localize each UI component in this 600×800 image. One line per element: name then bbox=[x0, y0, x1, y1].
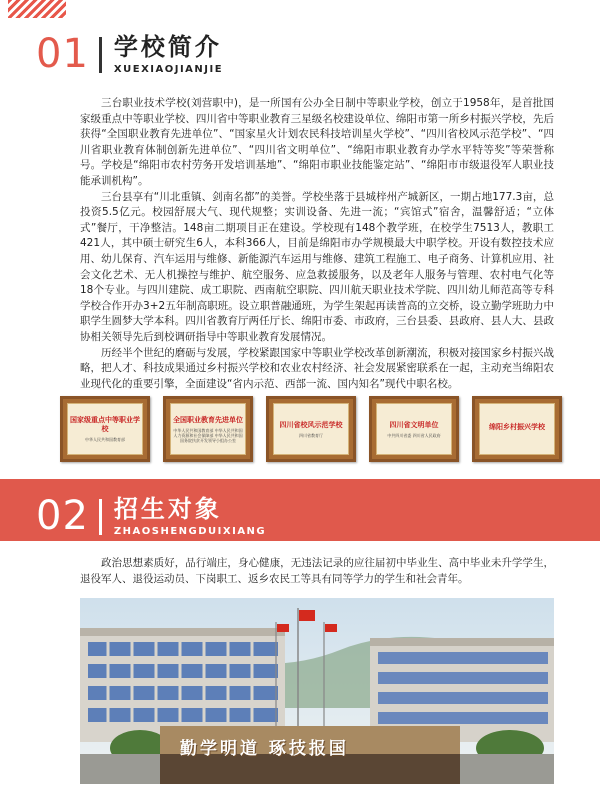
intro-text bbox=[80, 96, 554, 392]
certificate-title: 国家级重点中等职业学校 bbox=[70, 416, 140, 433]
intro-paragraph: 三台职业技术学校(刘营职中)，是一所国有公办全日制中等职业学校，创立于1958年，是首批国家级重点中等职业学校、四川省中等职业教育三星级名校建设单位、绵阳市第一所乡村振兴学校，先后获得“全国职业教育先进单位”、“国家星火计划农民科技培训星火学校”、“四川省校风示范学校”、“四川省职业教育体制创新先进单位”、“四川省文明单位”、“绵阳市职业教育办学水平特等奖”等荣誉称号。学校是“绵阳市农村劳务开发培训基地”、“绵阳市职业技能鉴定站”、“绵阳市市级退役军人职业技能承训机构”。 bbox=[80, 97, 554, 187]
section-header-enrollment bbox=[36, 493, 267, 539]
certificate-plaque bbox=[369, 396, 459, 462]
intro-paragraph: 历经半个世纪的磨砺与发展，学校紧跟国家中等职业学校改革创新潮流，积极对接国家乡村振兴战略，把人才、科技成果通过乡村振兴学校和农业农村经济、社会发展紧密联系在一起，主动充当绵阳农业现代化的重要引擎，全面建设“省内示范、西部一流、国内知名”现代中职名校。 bbox=[80, 346, 554, 390]
section-header-intro bbox=[36, 31, 224, 77]
certificate-plaque bbox=[163, 396, 253, 462]
certificate-plaque bbox=[60, 396, 150, 462]
section-divider bbox=[99, 499, 102, 535]
section-title: 学校简介 bbox=[113, 33, 222, 61]
certificate-issuer: 中共四川省委 四川省人民政府 bbox=[387, 432, 441, 438]
section-number: 02 bbox=[36, 493, 89, 539]
certificate-title: 全国职业教育先进单位 bbox=[173, 415, 243, 424]
certificate-issuer: 中华人民共和国教育部 bbox=[85, 437, 125, 442]
certificate-title: 四川省校风示范学校 bbox=[279, 420, 343, 429]
section-pinyin: ZHAOSHENGDUIXIANG bbox=[113, 526, 267, 537]
decorative-stripes bbox=[8, 0, 66, 18]
enrollment-text bbox=[80, 556, 554, 587]
intro-paragraph: 三台县享有“川北重镇、剑南名都”的美誉。学校坐落于县城梓州产城新区，一期占地177.3亩，总投资5.5亿元。校园舒展大气、现代规整；实训设备、先进一流；“宾馆式”宿舍，温馨舒适；“立体式”餐厅，干净整洁。148亩二期项目正在建设。学校现有148个教学班，在校学生7513人，教职工421人，其中硕士研究生6人，本科366人，目前是绵阳市办学规模最大中职学校。开设有数控技术应用、幼儿保育、汽车运用与维修、新能源汽车运用与维修、建筑工程施工、电子商务、计算机应用、社会文化艺术、无人机操控与维护、航空服务、应急救援服务，以及老年人服务与管理、农村电气化等18个专业。与四川建院、成工职院、西南航空职院、四川航天职业技术学院、四川幼儿师范高等专科学校合作开办3+2五年制高职班。设立职普融通班，为学生架起再读普高的立交桥，设立勤学班助力中职学生圆梦大学本科。四川省教育厅两任厅长、绵阳市委、市政府，三台县委、县政府、县人大、县政协相关领导先后到校调研指导中等职业教育发展情况。 bbox=[80, 190, 554, 343]
certificate-title: 绵阳乡村振兴学校 bbox=[489, 423, 545, 431]
section-number: 01 bbox=[36, 31, 89, 77]
section-pinyin: XUEXIAOJIANJIE bbox=[113, 64, 224, 75]
certificate-title: 四川省文明单位 bbox=[389, 420, 439, 429]
certificate-row bbox=[60, 396, 562, 464]
campus-photo bbox=[80, 598, 554, 784]
certificate-plaque bbox=[266, 396, 356, 462]
enrollment-paragraph: 政治思想素质好，品行端庄，身心健康，无违法记录的应往届初中毕业生、高中毕业未升学学生，退役军人、退役运动员、下岗职工、返乡农民工等具有同等学力的学生和社会青年。 bbox=[80, 557, 554, 585]
certificate-plaque bbox=[472, 396, 562, 462]
gate-inscription: 勤学明道 琢技报国 bbox=[180, 739, 349, 759]
section-divider bbox=[99, 37, 102, 73]
section-title: 招生对象 bbox=[113, 495, 222, 523]
certificate-issuer: 中华人民共和国教育部 中华人民共和国人力资源和社会保障部 中华人民共和国国务院扶贫开发领导小组办公室 bbox=[173, 427, 243, 443]
certificate-issuer: 四川省教育厅 bbox=[299, 432, 323, 438]
